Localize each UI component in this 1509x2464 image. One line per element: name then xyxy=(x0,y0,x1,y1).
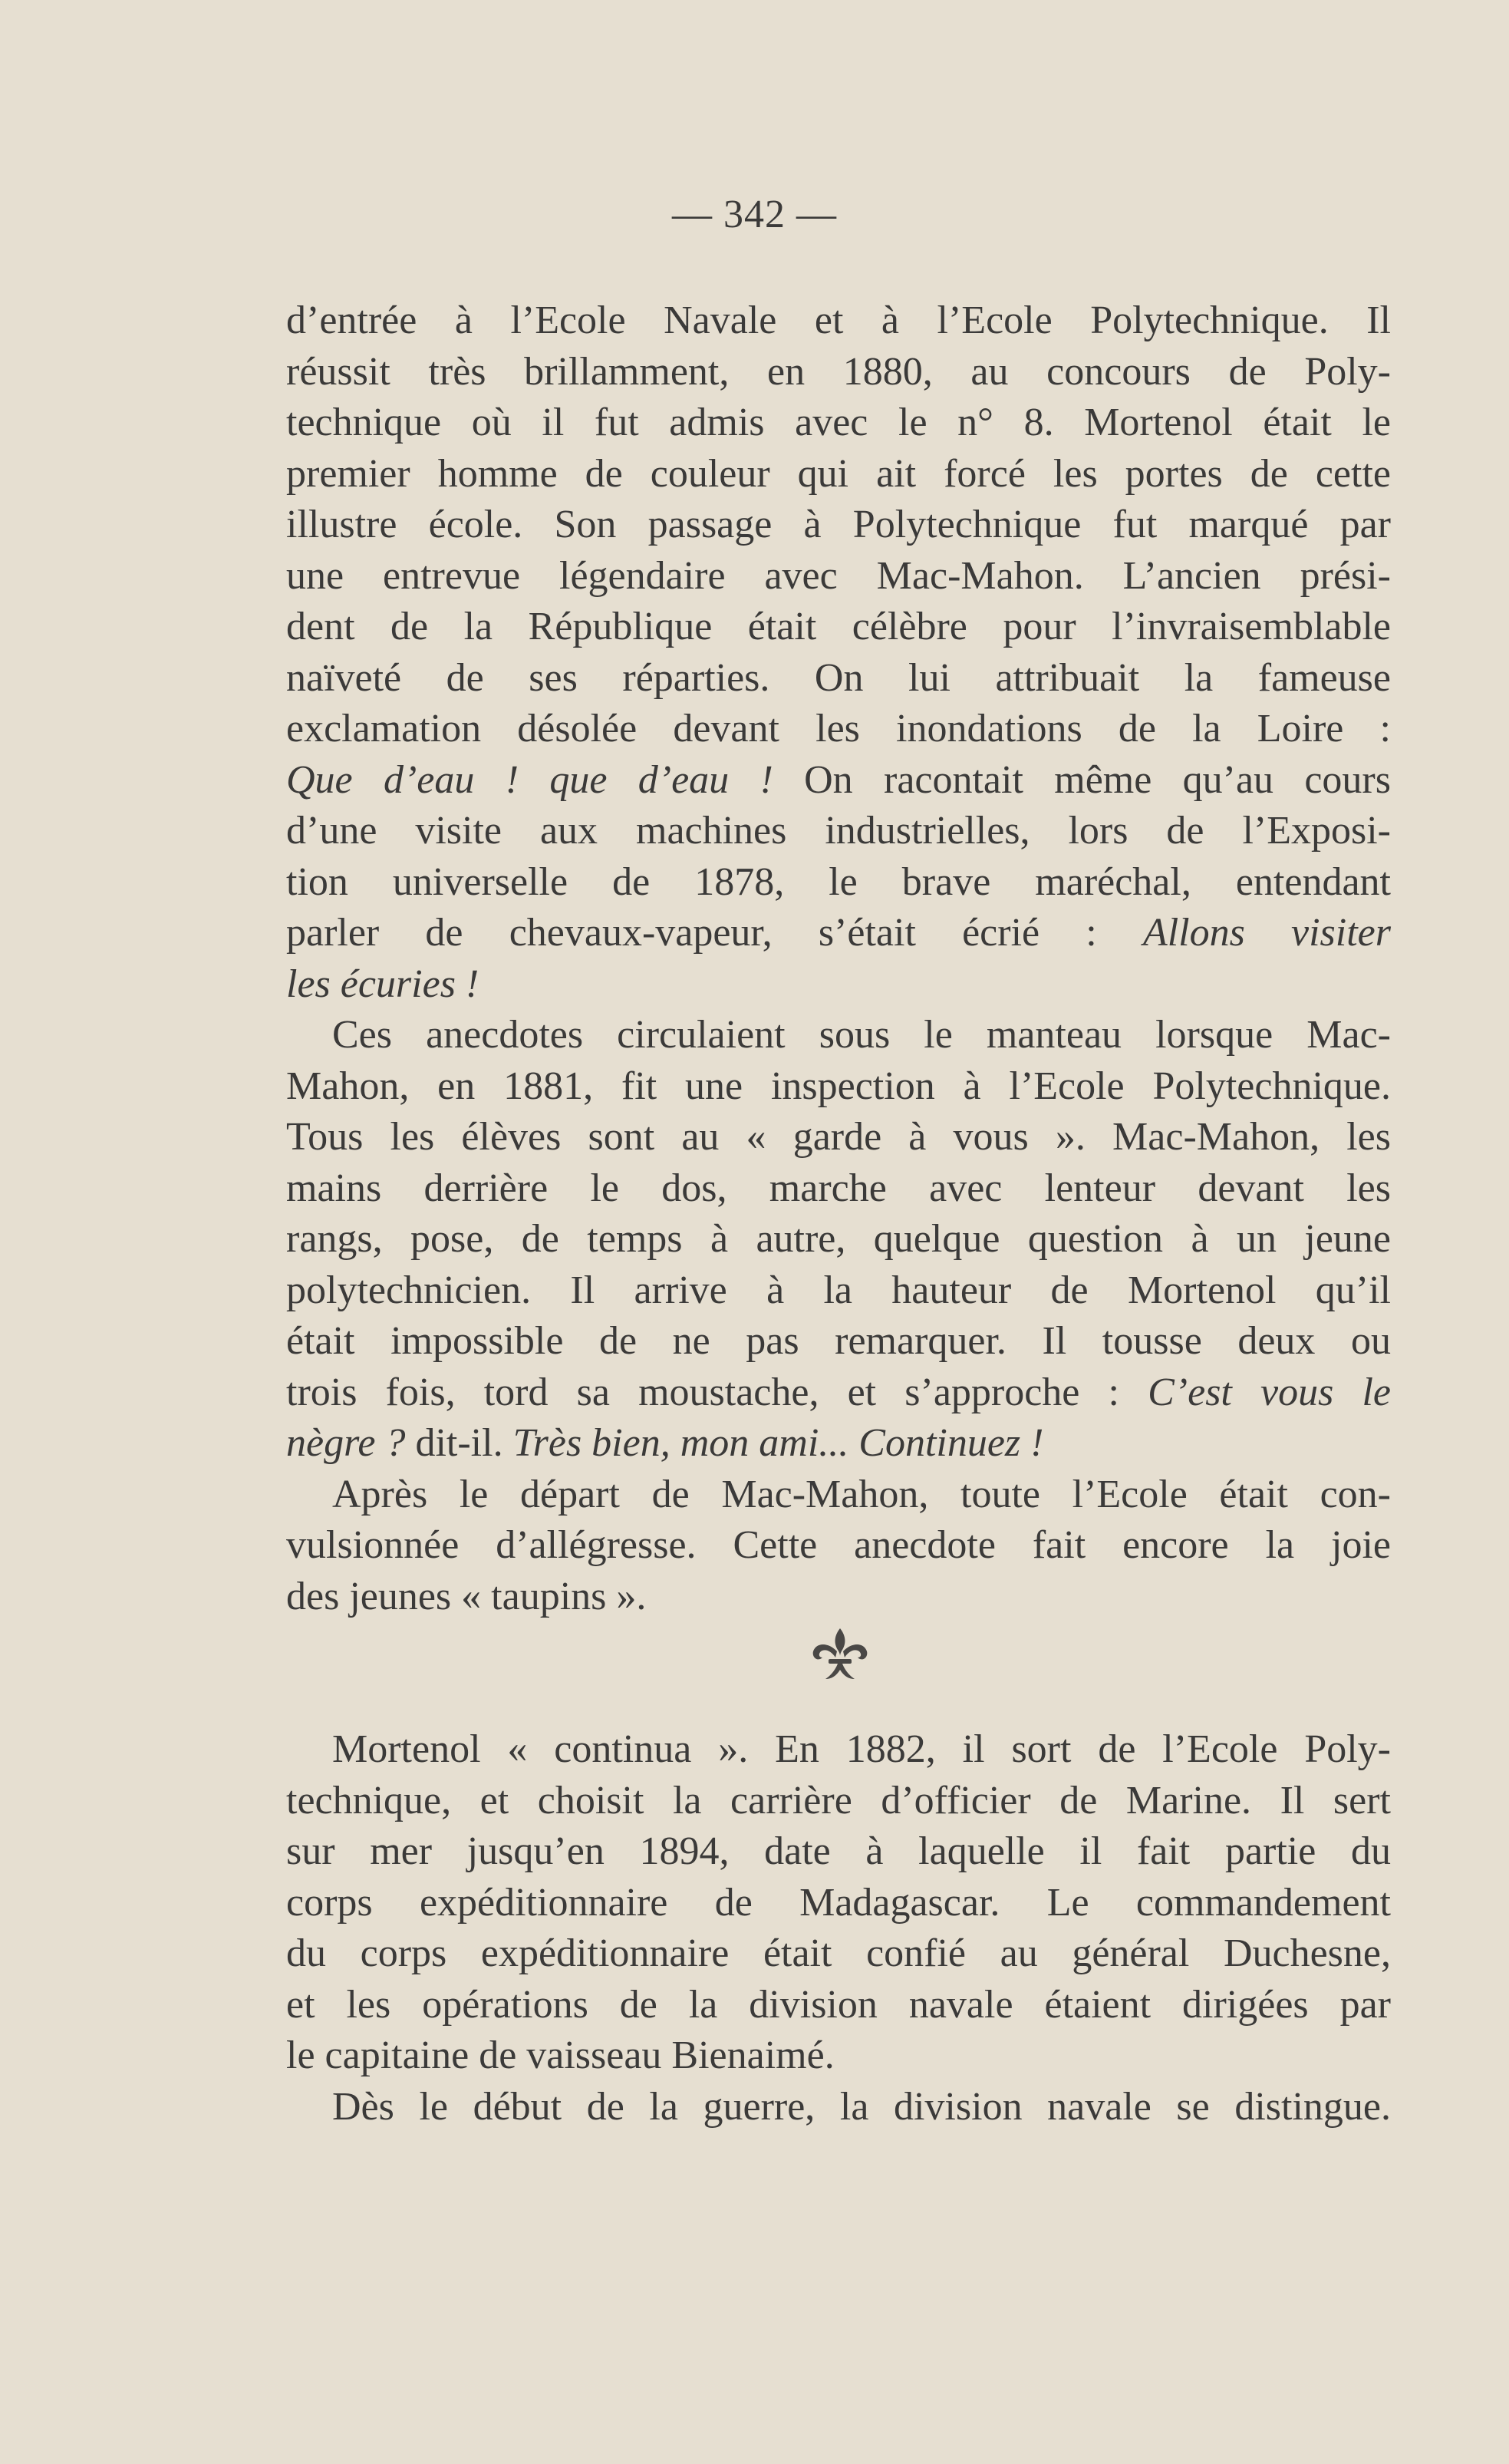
text-segment: technique où il fut admis avec le n° 8. Mortenol était le xyxy=(286,401,1391,444)
text-block-second xyxy=(286,1724,1391,2132)
text-segment: était impossible de ne pas remarquer. Il tousse deux ou xyxy=(286,1319,1391,1363)
text-line xyxy=(286,602,1391,653)
italic-text: les écuries ! xyxy=(286,962,479,1006)
text-segment: des jeunes « taupins ». xyxy=(286,1574,647,1618)
text-line xyxy=(286,1572,1391,1623)
page-number: — 342 — xyxy=(672,193,837,236)
text-line xyxy=(286,806,1391,857)
text-segment: corps expéditionnaire de Madagascar. Le commandement xyxy=(286,1880,1391,1925)
text-segment: trois fois, tord sa moustache, et s’approche : xyxy=(286,1370,1148,1414)
text-segment: Après le départ de Mac-Mahon, toute l’Ecole était con- xyxy=(332,1472,1391,1516)
text-line xyxy=(286,397,1391,449)
text-line xyxy=(286,857,1391,909)
italic-text: Très bien, mon ami... Continuez ! xyxy=(512,1421,1044,1465)
text-segment: vulsionnée d’allégresse. Cette anecdote fait encore la joie xyxy=(286,1523,1391,1567)
text-segment: Tous les élèves sont au « garde à vous ». Mac-Mahon, les xyxy=(286,1115,1391,1159)
text-segment: Dès le début de la guerre, la division navale se distingue. xyxy=(332,2084,1391,2129)
text-line xyxy=(286,1418,1391,1469)
text-segment: illustre école. Son passage à Polytechnique fut marqué par xyxy=(286,503,1391,546)
italic-text: nègre ? xyxy=(286,1421,406,1465)
text-line xyxy=(286,2030,1391,2082)
text-line xyxy=(286,1928,1391,1980)
text-segment: réussit très brillamment, en 1880, au concours de Poly- xyxy=(286,349,1391,394)
text-line xyxy=(286,1520,1391,1572)
text-line xyxy=(286,551,1391,602)
text-line xyxy=(286,1316,1391,1367)
text-line xyxy=(286,1469,1391,1521)
text-segment: parler de chevaux-vapeur, s’était écrié : xyxy=(286,911,1143,955)
text-segment: polytechnicien. Il arrive à la hauteur de Mortenol qu’il xyxy=(286,1268,1391,1312)
text-line xyxy=(286,1367,1391,1419)
text-segment: premier homme de couleur qui ait forcé les portes de cette xyxy=(286,451,1391,496)
text-segment: mains derrière le dos, marche avec lenteur devant les xyxy=(286,1166,1391,1210)
text-line xyxy=(286,2082,1391,2133)
text-segment: technique, et choisit la carrière d’officier de Marine. Il sert xyxy=(286,1778,1391,1822)
text-line xyxy=(286,1724,1391,1776)
text-segment: et les opérations de la division navale étaient dirigées par xyxy=(286,1982,1391,2027)
text-segment: Mahon, en 1881, fit une inspection à l’Ecole Polytechnique. xyxy=(286,1064,1391,1108)
italic-text: Allons visiter xyxy=(1142,911,1391,955)
text-line xyxy=(286,500,1391,551)
text-line xyxy=(286,1265,1391,1317)
text-line xyxy=(286,1214,1391,1265)
text-block-first xyxy=(286,295,1391,1622)
text-segment: une entrevue légendaire avec Mac-Mahon. L’ancien prési- xyxy=(286,553,1391,598)
text-segment: exclamation désolée devant les inondations de la Loire : xyxy=(286,707,1391,750)
text-line xyxy=(286,1010,1391,1061)
text-segment: naïveté de ses réparties. On lui attribuait la fameuse xyxy=(286,655,1391,700)
italic-text: Que d’eau ! que d’eau ! xyxy=(286,757,773,802)
text-line xyxy=(286,347,1391,398)
text-line xyxy=(286,449,1391,500)
text-line xyxy=(286,653,1391,704)
text-segment: Ces anecdotes circulaient sous le manteau lorsque Mac- xyxy=(332,1013,1391,1057)
text-line xyxy=(286,1826,1391,1878)
fleur-de-lis-icon xyxy=(806,1625,875,1687)
text-line xyxy=(286,704,1391,755)
text-segment: dent de la République était célèbre pour l’invraisemblable xyxy=(286,605,1391,648)
text-segment: du corps expéditionnaire était confié au général Duchesne, xyxy=(286,1931,1391,1975)
text-segment: le capitaine de vaisseau Bienaimé. xyxy=(286,2034,835,2077)
text-line xyxy=(286,959,1391,1011)
text-segment: rangs, pose, de temps à autre, quelque question à un jeune xyxy=(286,1217,1391,1261)
text-line xyxy=(286,1061,1391,1113)
text-segment: dit-il. xyxy=(405,1421,513,1465)
text-segment: On racontait même qu’au cours xyxy=(773,757,1391,802)
text-segment: Mortenol « continua ». En 1882, il sort de l’Ecole Poly- xyxy=(332,1727,1391,1771)
text-segment: d’entrée à l’Ecole Navale et à l’Ecole Polytechnique. Il xyxy=(286,299,1391,342)
text-line xyxy=(286,1878,1391,1929)
text-segment: d’une visite aux machines industrielles, lors de l’Exposi- xyxy=(286,809,1391,853)
text-line xyxy=(286,1980,1391,2031)
text-line xyxy=(286,908,1391,959)
text-line xyxy=(286,755,1391,806)
text-line xyxy=(286,1163,1391,1215)
text-line xyxy=(286,1112,1391,1163)
text-segment: sur mer jusqu’en 1894, date à laquelle il fait partie du xyxy=(286,1829,1391,1873)
text-segment: tion universelle de 1878, le brave maréchal, entendant xyxy=(286,859,1391,904)
italic-text: C’est vous le xyxy=(1148,1370,1391,1414)
text-line xyxy=(286,1776,1391,1827)
text-line xyxy=(286,295,1391,347)
